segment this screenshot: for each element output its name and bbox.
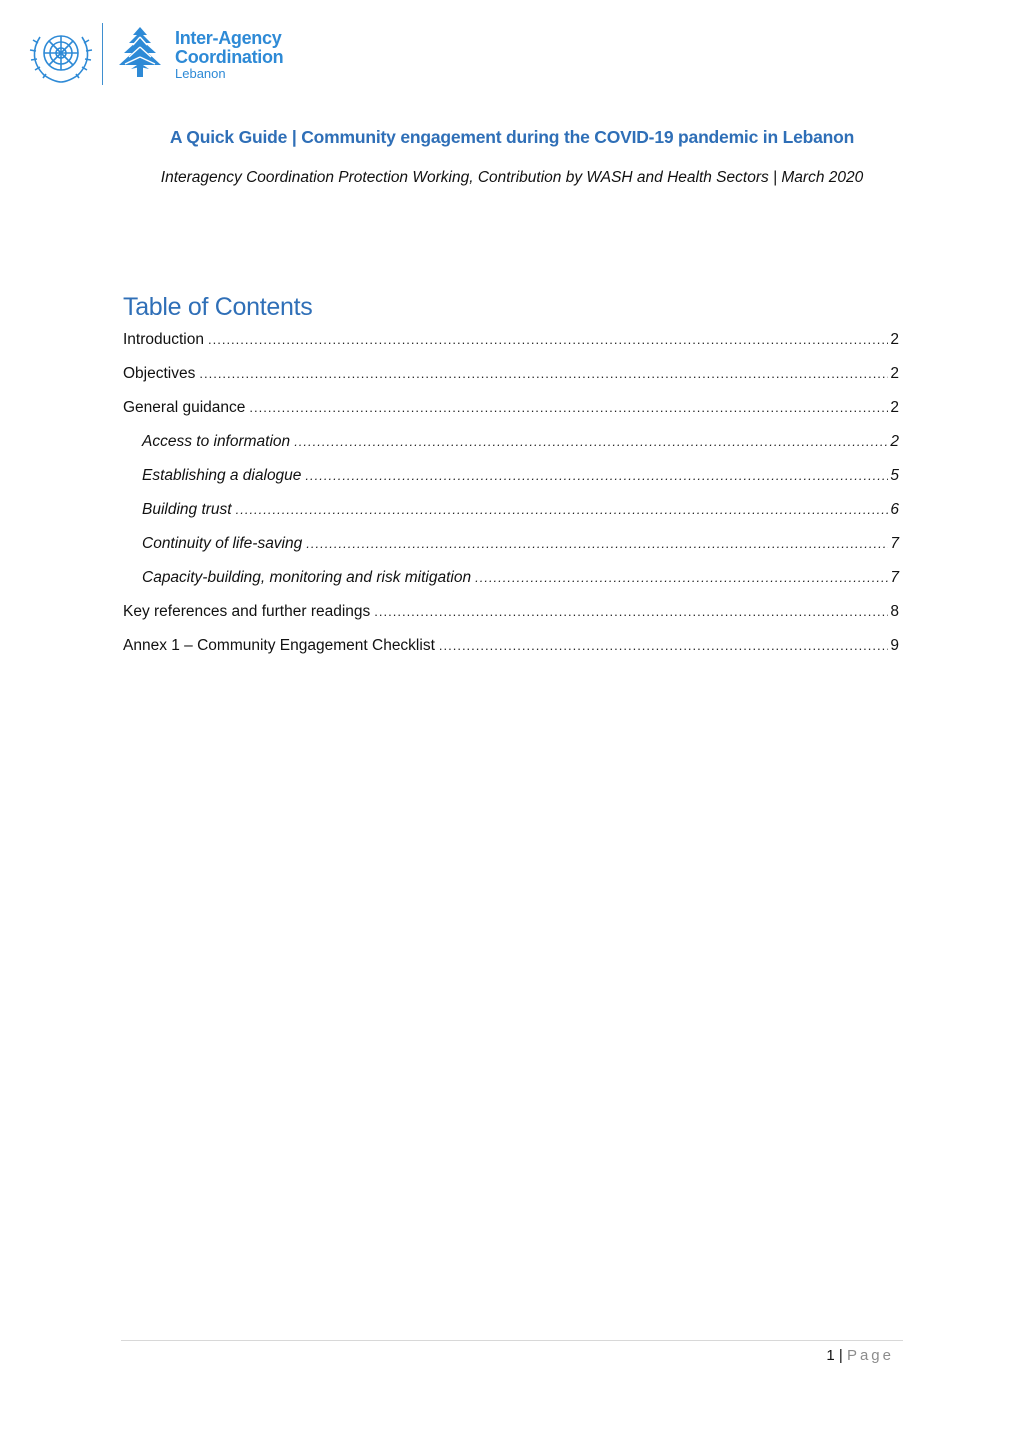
toc-entry-annex-1[interactable] <box>123 635 899 669</box>
toc-entry-building-trust[interactable] <box>123 499 899 533</box>
toc-dot-leader <box>439 635 888 657</box>
cedar-tree-icon <box>111 25 169 83</box>
toc-entry-continuity-of-life-saving[interactable] <box>123 533 899 567</box>
toc-entry-page: 7 <box>890 569 899 586</box>
toc-entry-objectives[interactable] <box>123 363 899 397</box>
page-word: Page <box>846 1347 894 1364</box>
toc-entry-page: 5 <box>890 467 899 484</box>
toc-entry-label: General guidance <box>123 399 246 416</box>
toc-entry-page: 9 <box>890 637 899 654</box>
toc-entry-page: 6 <box>890 501 899 518</box>
toc-entry-label: Building trust <box>142 501 232 518</box>
toc-dot-leader <box>306 533 888 555</box>
toc-dot-leader <box>475 567 888 589</box>
toc-entry-label: Objectives <box>123 365 196 382</box>
toc-entry-capacity-building[interactable] <box>123 567 899 601</box>
toc-entry-label: Introduction <box>123 331 204 348</box>
logo-divider <box>102 23 103 85</box>
toc-entry-access-to-information[interactable] <box>123 431 899 465</box>
page-separator: | <box>838 1347 843 1364</box>
toc-entry-label: Establishing a dialogue <box>142 467 302 484</box>
toc-entry-page: 2 <box>890 331 899 348</box>
toc-entry-key-references[interactable] <box>123 601 899 635</box>
toc-entry-page: 8 <box>890 603 899 620</box>
toc-dot-leader <box>374 601 888 623</box>
toc-entry-introduction[interactable] <box>123 329 899 363</box>
toc-dot-leader <box>294 431 888 453</box>
toc-entry-label: Access to information <box>142 433 291 450</box>
logo-line-3: Lebanon <box>175 65 226 81</box>
toc-entry-general-guidance[interactable] <box>123 397 899 431</box>
document-title: A Quick Guide | Community engagement during the COVID-19 pandemic in Lebanon <box>169 127 855 147</box>
toc-entry-label: Continuity of life-saving <box>142 535 303 552</box>
toc-entry-page: 7 <box>890 535 899 552</box>
footer-page-number <box>826 1347 894 1364</box>
toc-entry-page: 2 <box>890 365 899 382</box>
footer-divider <box>121 1340 903 1341</box>
logo-line-1: Inter-Agency <box>175 27 282 48</box>
logo-line-2: Coordination <box>175 46 284 67</box>
table-of-contents <box>123 329 899 669</box>
toc-entry-label: Annex 1 – Community Engagement Checklist <box>123 637 435 654</box>
toc-entry-label: Capacity-building, monitoring and risk mitigation <box>142 569 472 586</box>
toc-dot-leader <box>249 397 888 419</box>
toc-dot-leader <box>236 499 889 521</box>
logo-text <box>175 29 283 80</box>
toc-heading: Table of Contents <box>123 293 313 321</box>
page-number: 1 <box>826 1347 835 1364</box>
toc-entry-establishing-a-dialogue[interactable] <box>123 465 899 499</box>
un-emblem-icon <box>26 23 96 85</box>
toc-dot-leader <box>305 465 888 487</box>
toc-entry-page: 2 <box>890 433 899 450</box>
document-subtitle: Interagency Coordination Protection Working, Contribution by WASH and Health Sectors | March 2020 <box>160 169 864 186</box>
toc-entry-page: 2 <box>890 399 899 416</box>
header-logo <box>26 22 283 86</box>
toc-entry-label: Key references and further readings <box>123 603 371 620</box>
toc-dot-leader <box>208 329 888 351</box>
toc-dot-leader <box>199 363 888 385</box>
